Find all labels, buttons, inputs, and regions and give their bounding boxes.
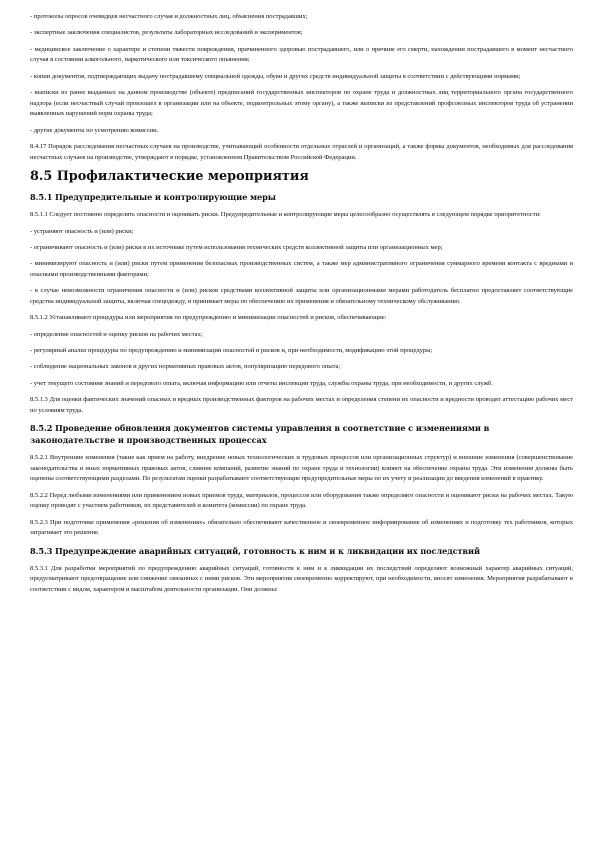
paragraph: - протоколы опросов очевидцев несчастного случая и должностных лиц, объяснения пострадавших; — [30, 13, 308, 20]
paragraph: 8.5.3.1 Для разработки мероприятий по предупреждению аварийных ситуаций, готовности к ним и к ликвидации их последствий определяют возможный характер аварийных ситуаций, предусматривают предотвращение или снижение связанных с ними рисков. Эти мероприятия своевременно корректируют, при необходимости, вносят изменения. Мероприятия разрабатывают в соответствии с видом, характером и масштабом деятельности организации. Они должны: — [30, 564, 573, 593]
paragraph: 8.5.1.2 Устанавливают процедуры или мероприятия по предупреждению и минимизации опасностей и рисков, обеспечивающие: — [30, 314, 387, 322]
paragraph: - устраняют опасность и (или) риски; — [30, 227, 134, 235]
paragraph: - в случае невозможности ограничения опасности и (или) рисков средствами коллективной защиты или организационными мерами работодатель бесплатно предоставляет соответствующие средства индивидуальной защиты, включая спецодежду, и принимает меры по обеспечению их применения и обязательному техническому обслуживанию. — [30, 287, 573, 305]
subsection-heading: 8.5.1 Предупредительные и контролирующие меры — [30, 192, 276, 203]
paragraph: 8.4.17 Порядок расследования несчастных случаев на производстве, учитывающий особенности отдельных отраслей и организаций, а также формы документов, необходимых для расследования несчастных случаев на производстве, утверждают в порядке, установленном Правительством Российской Федерации. — [30, 143, 573, 161]
section-heading: 8.5 Профилактические мероприятия — [30, 169, 309, 185]
paragraph: - ограничивают опасность и (или) риски в их источнике путем использования технических средств коллективной защиты или организационных мер; — [30, 243, 443, 251]
paragraph: - минимизируют опасность и (или) риски путем применения безопасных производственных систем, а также мер административного ограничения суммарного времени контакта с вредными и опасными производственными факторами; — [30, 260, 573, 278]
paragraph: - регулярный анализ процедуры по предупреждению и минимизации опасностей и рисков и, при необходимости, модификацию этой процедуры; — [30, 347, 433, 355]
paragraph: - определение опасностей и оценку рисков на рабочих местах; — [30, 330, 203, 338]
paragraph: 8.5.1.3 Для оценки фактических значений опасных и вредных производственных факторов на рабочих местах и определения степени их опасности и вредности проводят аттестацию рабочих мест по условиям труда. — [30, 396, 573, 414]
paragraph: - соблюдение национальных законов и других нормативных правовых актов, популяризацию передового опыта; — [30, 363, 341, 371]
paragraph: 8.5.2.2 Перед любыми изменениями или применением новых приемов труда, материалов, процессов или оборудования также определяют опасности и оценивают риски на рабочих местах. Такую оценку проводят с участием работников, их представителей и комитета (комиссии) по охране труда. — [30, 491, 573, 510]
subsection-heading: 8.5.2 Проведение обновления документов системы управления в соответствие с изменениями в законодательстве и производственных процессах — [30, 423, 490, 446]
paragraph: - экспертные заключения специалистов, результаты лабораторных исследований и экспериментов; — [30, 29, 303, 37]
paragraph: - выписки из ранее выданных на данном производстве (объекте) предписаний государственных инспекторов по охране труда и должностных лиц территориального органа государственного надзора (если несчастный случай произошел в организации или на объекте, подконтрольных этому органу), а также выписки из представлений профсоюзных инспекторов труда об устранении выявленных нарушений норм охраны труда; — [30, 89, 573, 118]
paragraph: 8.5.2.3 При подготовке применения «решения об изменениях» обязательно обеспечивают качественное и своевременное информирование об изменениях и подготовку тех работников, которых затрагивает это решение. — [30, 518, 573, 537]
paragraph: - медицинское заключение о характере и степени тяжести повреждения, причиненного здоровью пострадавшего, или о причине его смерти, нахождении пострадавшего в момент несчастного случая в состоянии алкогольного, наркотического или токсического опьянения; — [30, 45, 573, 64]
paragraph: - учет текущего состояния знаний и передового опыта, включая информацию или отчеты инспекции труда, службы охраны труда, при необходимости, и других служб. — [30, 379, 493, 387]
document-body — [30, 12, 573, 596]
paragraph: - другие документы по усмотрению комиссии. — [30, 126, 159, 134]
paragraph: - копии документов, подтверждающих выдачу пострадавшему специальной одежды, обуви и других средств индивидуальной защиты в соответствии с действующими нормами; — [30, 72, 521, 80]
subsection-heading: 8.5.3 Предупреждение аварийных ситуаций, готовность к ним и к ликвидации их последствий — [30, 545, 480, 556]
paragraph: 8.5.1.1 Следует постоянно определять опасности и оценивать риски. Предупредительные и контролирующие меры целесообразно осуществлять в следующем порядке приоритетности: — [30, 211, 541, 219]
paragraph: 8.5.2.1 Внутренние изменения (такие как прием на работу, внедрение новых технологических и трудовых процессов или организационных структур) и внешние изменения (совершенствование законодательства и иных нормативных правовых актов, слияние компаний, развитие знаний по охране труда и технологии) влияют на обеспечение охраны труда. Эти изменения должны быть оценены соответствующими разделами. По результатам оценки разрабатывают соответствующие предупредительные меры по их учету и реализации до введения изменений в практику. — [30, 454, 573, 483]
